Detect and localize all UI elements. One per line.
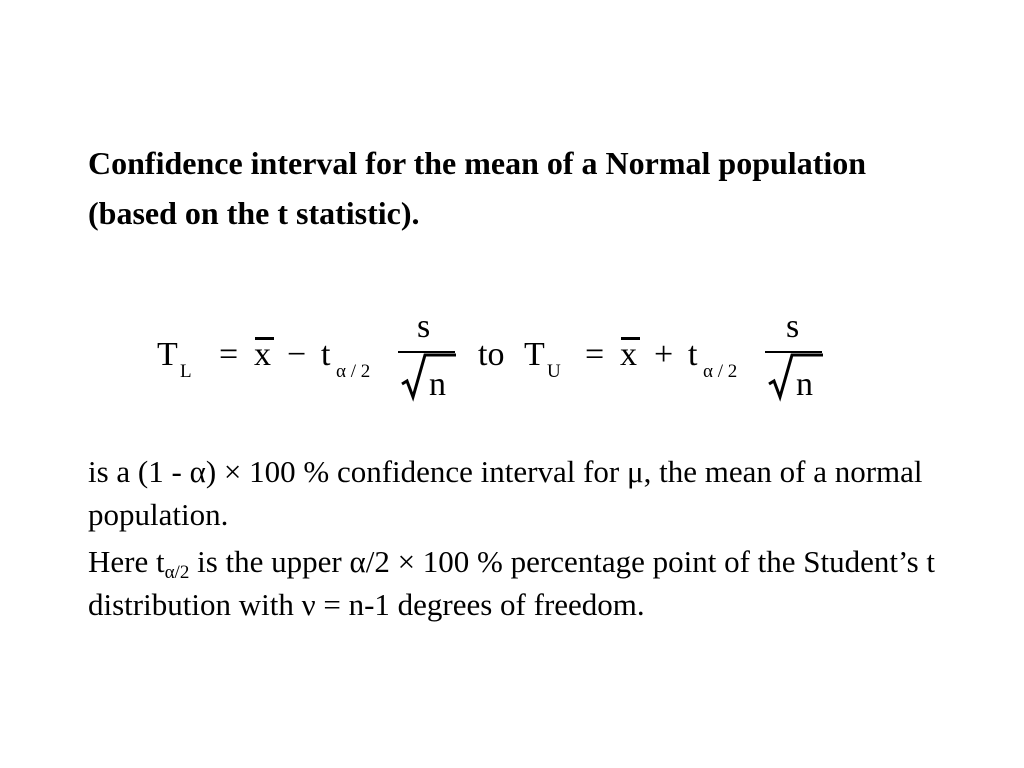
explanation-text (88, 450, 968, 626)
formula-minus: − (287, 336, 307, 373)
p2-subscript: α/2 (164, 562, 190, 583)
formula-equals-lower: = (219, 336, 239, 373)
formula-connector: to (478, 336, 505, 373)
formula-alpha-half-lower: α / 2 (336, 361, 371, 382)
formula-T-lower: T (157, 336, 178, 373)
title-line-2: (based on the t statistic). (88, 195, 420, 231)
p2-lead: Here t (88, 544, 165, 579)
formula-subscript-L: L (180, 361, 192, 382)
formula-xbar-upper: x (620, 336, 637, 373)
fraction-numerator-lower: s (417, 308, 431, 345)
fraction-denominator-lower: n (429, 366, 446, 403)
fraction-numerator-upper: s (786, 308, 800, 345)
paragraph-interval-meaning: is a (1 - α) × 100 % confidence interval for μ, the mean of a normal population. (88, 454, 923, 532)
sqrt-icon-lower (398, 352, 458, 402)
sqrt-icon-upper (765, 352, 825, 402)
paragraph-t-definition (88, 540, 968, 626)
formula-T-upper: T (524, 336, 545, 373)
formula-t-lower: t (321, 336, 331, 373)
fraction-denominator-upper: n (796, 366, 813, 403)
p2-rest: is the upper α/2 × 100 % percentage point of the Student’s t distribution with ν = n-1 degrees of freedom. (88, 544, 936, 622)
formula-xbar-lower: x (254, 336, 271, 373)
title-line-1: Confidence interval for the mean of a Normal population (88, 145, 867, 181)
formula-subscript-U: U (547, 361, 561, 382)
formula-equals-upper: = (585, 336, 605, 373)
formula-plus: + (654, 336, 674, 373)
formula-t-upper: t (688, 336, 698, 373)
formula-alpha-half-upper: α / 2 (703, 361, 738, 382)
